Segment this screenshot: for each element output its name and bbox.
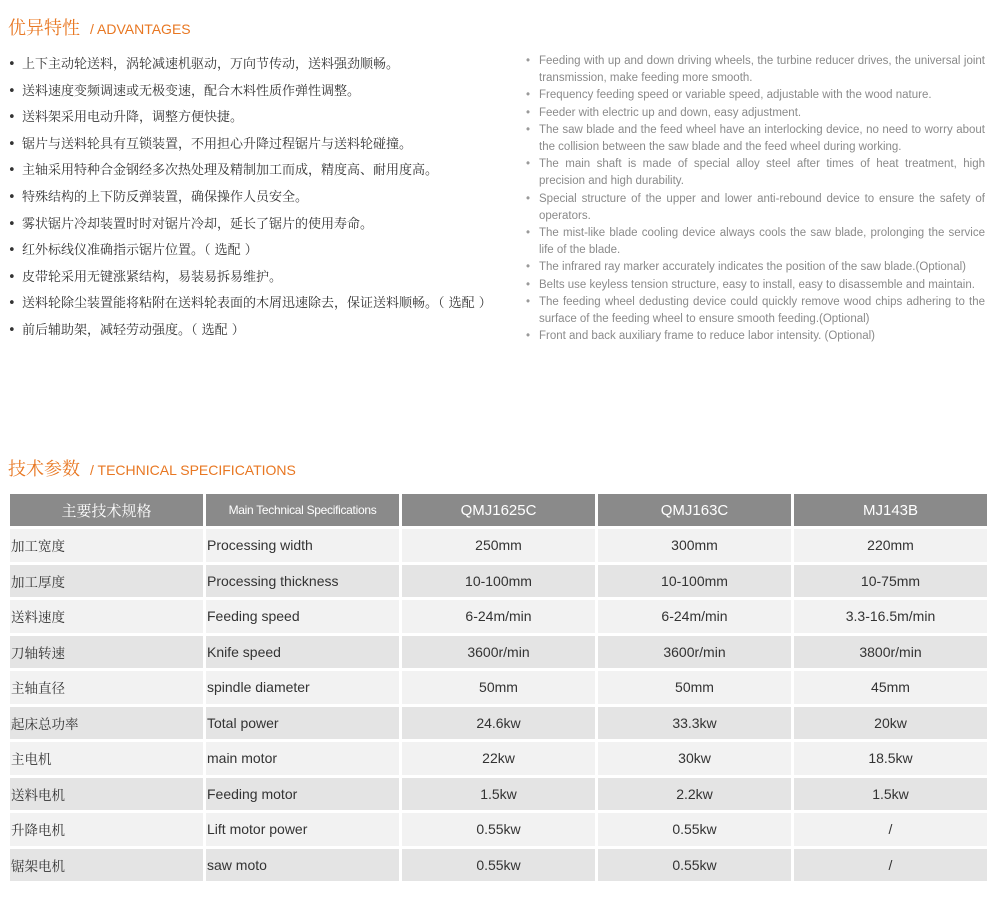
spec-name-zh: 送料速度 — [10, 600, 203, 633]
spec-name-en: Feeding motor — [206, 778, 399, 811]
table-row — [10, 813, 987, 846]
spec-name-zh: 升降电机 — [10, 813, 203, 846]
spec-value-qmj163c: 300mm — [598, 529, 791, 562]
spec-value-qmj163c: 2.2kw — [598, 778, 791, 811]
spec-value-qmj163c: 33.3kw — [598, 707, 791, 740]
header-spec-en: Main Technical Specifications — [206, 494, 399, 526]
spec-name-zh: 主轴直径 — [10, 671, 203, 704]
spec-value-mj143b: 20kw — [794, 707, 987, 740]
advantages-title-zh: 优异特性 — [8, 18, 80, 39]
spec-name-en: main motor — [206, 742, 399, 775]
advantage-item-zh: • 前后辅助架，减轻劳动强度。（ 选配 ） — [6, 318, 506, 345]
spec-value-qmj163c: 6-24m/min — [598, 600, 791, 633]
table-row — [10, 565, 987, 598]
spec-name-en: Processing thickness — [206, 565, 399, 598]
advantage-item-en: • The mist-like blade cooling device always cools the saw blade, prolonging the service life of the blade. — [525, 225, 985, 259]
advantages-heading — [8, 14, 191, 40]
advantage-item-zh: • 送料轮除尘装置能将粘附在送料轮表面的木屑迅速除去，保证送料顺畅。（ 选配 ） — [6, 291, 506, 318]
advantage-item-en: • Belts use keyless tension structure, easy to install, easy to disassemble and maintain. — [525, 277, 985, 294]
spec-value-qmj163c: 10-100mm — [598, 565, 791, 598]
header-model-qmj1625c: QMJ1625C — [402, 494, 595, 526]
advantage-item-en: • The infrared ray marker accurately indicates the position of the saw blade.(Optional) — [525, 259, 985, 276]
spec-value-qmj1625c: 10-100mm — [402, 565, 595, 598]
spec-value-mj143b: 3800r/min — [794, 636, 987, 669]
advantage-item-zh: • 雾状锯片冷却装置时时对锯片冷却，延长了锯片的使用寿命。 — [6, 212, 506, 239]
advantage-item-en: • Feeder with electric up and down, easy adjustment. — [525, 105, 985, 122]
advantages-list-en — [525, 53, 985, 345]
spec-value-qmj1625c: 22kw — [402, 742, 595, 775]
spec-value-qmj1625c: 50mm — [402, 671, 595, 704]
advantage-item-zh: • 特殊结构的上下防反弹装置，确保操作人员安全。 — [6, 185, 506, 212]
spec-name-zh: 加工宽度 — [10, 529, 203, 562]
spec-name-zh: 送料电机 — [10, 778, 203, 811]
spec-name-en: spindle diameter — [206, 671, 399, 704]
table-row — [10, 707, 987, 740]
advantage-item-zh: • 上下主动轮送料，涡轮减速机驱动，万向节传动，送料强劲顺畅。 — [6, 52, 506, 79]
table-row — [10, 742, 987, 775]
spec-name-zh: 加工厚度 — [10, 565, 203, 598]
header-model-qmj163c: QMJ163C — [598, 494, 791, 526]
advantage-item-en: • Frequency feeding speed or variable speed, adjustable with the wood nature. — [525, 87, 985, 104]
spec-name-en: Total power — [206, 707, 399, 740]
spec-value-qmj163c: 0.55kw — [598, 849, 791, 882]
specs-title-zh: 技术参数 — [8, 459, 80, 480]
spec-value-qmj1625c: 1.5kw — [402, 778, 595, 811]
spec-name-en: Processing width — [206, 529, 399, 562]
advantage-item-en: • Front and back auxiliary frame to reduce labor intensity. (Optional) — [525, 328, 985, 345]
advantage-item-zh: • 红外标线仪准确指示锯片位置。（ 选配 ） — [6, 238, 506, 265]
spec-name-zh: 锯架电机 — [10, 849, 203, 882]
spec-table — [7, 491, 990, 884]
spec-value-qmj163c: 30kw — [598, 742, 791, 775]
specs-title-en: / TECHNICAL SPECIFICATIONS — [90, 462, 296, 478]
header-spec-zh: 主要技术规格 — [10, 494, 203, 526]
spec-value-qmj1625c: 0.55kw — [402, 849, 595, 882]
advantage-item-zh: • 皮带轮采用无键涨紧结构，易装易拆易维护。 — [6, 265, 506, 292]
spec-value-mj143b: 45mm — [794, 671, 987, 704]
advantage-item-en: • Special structure of the upper and lower anti-rebound device to ensure the safety of operators. — [525, 191, 985, 225]
spec-value-qmj1625c: 3600r/min — [402, 636, 595, 669]
spec-value-qmj1625c: 250mm — [402, 529, 595, 562]
spec-name-zh: 刀轴转速 — [10, 636, 203, 669]
advantages-list-zh — [6, 52, 506, 345]
spec-name-zh: 起床总功率 — [10, 707, 203, 740]
advantage-item-zh: • 主轴采用特种合金钢经多次热处理及精制加工而成，精度高、耐用度高。 — [6, 158, 506, 185]
spec-name-en: Feeding speed — [206, 600, 399, 633]
spec-value-mj143b: / — [794, 813, 987, 846]
spec-value-mj143b: / — [794, 849, 987, 882]
spec-value-mj143b: 220mm — [794, 529, 987, 562]
spec-name-en: saw moto — [206, 849, 399, 882]
table-row — [10, 849, 987, 882]
specs-heading — [8, 455, 296, 481]
table-row — [10, 778, 987, 811]
header-model-mj143b: MJ143B — [794, 494, 987, 526]
spec-value-mj143b: 10-75mm — [794, 565, 987, 598]
spec-value-mj143b: 3.3-16.5m/min — [794, 600, 987, 633]
advantage-item-zh: • 锯片与送料轮具有互锁装置，不用担心升降过程锯片与送料轮碰撞。 — [6, 132, 506, 159]
spec-table-header-row — [10, 494, 987, 526]
advantage-item-en: • The feeding wheel dedusting device could quickly remove wood chips adhering to the surface of the feeding wheel to ensure smooth feeding.(Optional) — [525, 294, 985, 328]
spec-value-qmj1625c: 24.6kw — [402, 707, 595, 740]
advantage-item-zh: • 送料速度变频调速或无极变速，配合木料性质作弹性调整。 — [6, 79, 506, 106]
spec-value-qmj163c: 50mm — [598, 671, 791, 704]
table-row — [10, 636, 987, 669]
spec-name-zh: 主电机 — [10, 742, 203, 775]
spec-value-qmj1625c: 6-24m/min — [402, 600, 595, 633]
advantage-item-en: • The saw blade and the feed wheel have an interlocking device, no need to worry about the collision between the saw blade and the feed wheel during working. — [525, 122, 985, 156]
table-row — [10, 529, 987, 562]
advantage-item-en: • The main shaft is made of special alloy steel after times of heat treatment, high precision and high durability. — [525, 156, 985, 190]
spec-value-qmj163c: 0.55kw — [598, 813, 791, 846]
spec-value-qmj1625c: 0.55kw — [402, 813, 595, 846]
spec-value-mj143b: 18.5kw — [794, 742, 987, 775]
spec-value-qmj163c: 3600r/min — [598, 636, 791, 669]
spec-name-en: Knife speed — [206, 636, 399, 669]
advantage-item-zh: • 送料架采用电动升降，调整方便快捷。 — [6, 105, 506, 132]
table-row — [10, 600, 987, 633]
spec-name-en: Lift motor power — [206, 813, 399, 846]
table-row — [10, 671, 987, 704]
advantages-title-en: / ADVANTAGES — [90, 21, 191, 37]
spec-value-mj143b: 1.5kw — [794, 778, 987, 811]
advantage-item-en: • Feeding with up and down driving wheels, the turbine reducer drives, the universal joint transmission, make feeding more smooth. — [525, 53, 985, 87]
